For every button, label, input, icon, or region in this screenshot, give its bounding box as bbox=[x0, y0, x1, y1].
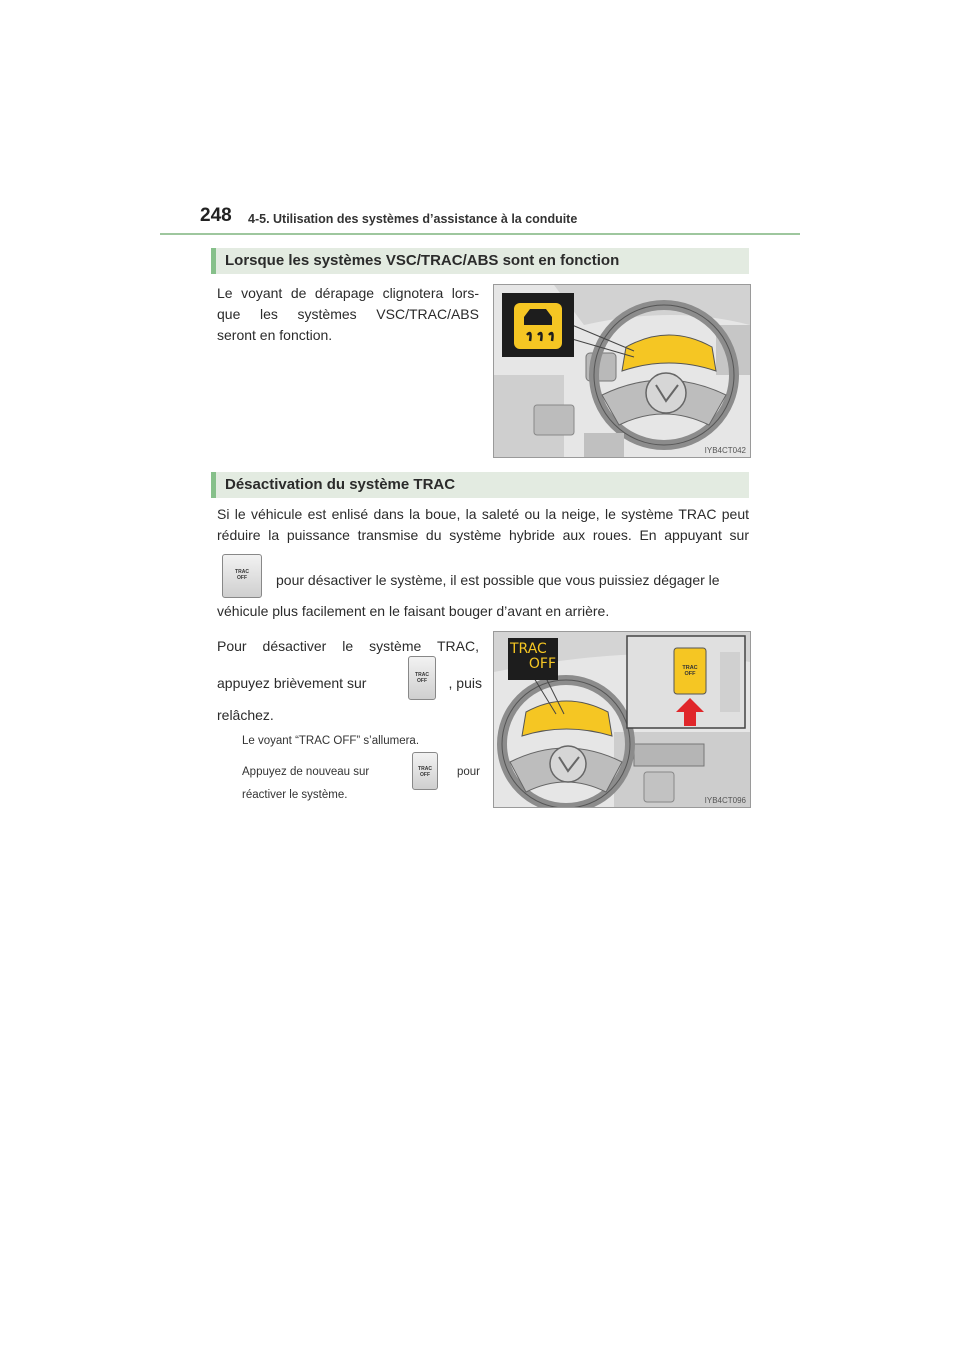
paragraph-line: Le voyant de dérapage clignotera lors- bbox=[217, 285, 479, 301]
page-header bbox=[160, 205, 800, 239]
figure-code: IYB4CT096 bbox=[704, 796, 746, 805]
paragraph-line: réduire la puissance transmise du système hybride aux roues. En appuyant sur bbox=[217, 527, 749, 543]
button-label: OFF bbox=[237, 575, 247, 581]
trac-off-button-icon bbox=[412, 752, 438, 790]
button-label: TRAC bbox=[415, 672, 429, 678]
section1-paragraph bbox=[217, 283, 479, 346]
section-heading-trac-off bbox=[211, 472, 749, 498]
chapter-title: 4-5. Utilisation des systèmes d’assistance à la conduite bbox=[248, 212, 578, 226]
figure-code: IYB4CT042 bbox=[704, 446, 746, 455]
note-line: réactiver le système. bbox=[242, 789, 348, 801]
button-label: OFF bbox=[420, 772, 430, 778]
trac-off-indicator bbox=[510, 642, 556, 672]
dashboard-illustration bbox=[494, 285, 750, 457]
button-label: OFF bbox=[684, 671, 696, 677]
paragraph-line: Si le véhicule est enlisé dans la boue, la saleté ou la neige, le système TRAC peut bbox=[217, 506, 749, 522]
paragraph-line: Pour désactiver le système TRAC, bbox=[217, 638, 479, 654]
paragraph-line: , puis bbox=[448, 675, 482, 691]
button-label: TRAC bbox=[682, 665, 698, 671]
button-label: TRAC bbox=[235, 569, 249, 575]
paragraph-line: pour désactiver le système, il est possible que vous puissiez dégager le bbox=[276, 572, 720, 588]
section-title: Lorsque les systèmes VSC/TRAC/ABS sont en fonction bbox=[225, 252, 620, 269]
note-line: pour bbox=[456, 766, 480, 778]
button-label: OFF bbox=[417, 678, 427, 684]
section-title: Désactivation du système TRAC bbox=[225, 476, 456, 493]
trac-off-button-icon bbox=[222, 554, 262, 598]
header-divider bbox=[160, 233, 800, 235]
paragraph-line: que les systèmes VSC/TRAC/ABS bbox=[217, 306, 479, 322]
trac-off-button-icon bbox=[408, 656, 436, 700]
indicator-text: TRAC bbox=[510, 641, 547, 657]
inset-button-label bbox=[674, 665, 706, 677]
paragraph-line: appuyez brièvement sur bbox=[217, 675, 367, 691]
page-number: 248 bbox=[200, 205, 232, 226]
section-heading-vsc-trac-abs bbox=[211, 248, 749, 274]
note-line: Appuyez de nouveau sur bbox=[242, 766, 370, 778]
button-label: TRAC bbox=[418, 766, 432, 772]
note-indicator-on: Le voyant “TRAC OFF” s’allumera. bbox=[242, 735, 420, 747]
figure-trac-off-button bbox=[493, 631, 751, 808]
paragraph-line: relâchez. bbox=[217, 707, 274, 723]
paragraph-line: seront en fonction. bbox=[217, 327, 333, 343]
indicator-text: OFF bbox=[528, 656, 556, 672]
section2-intro bbox=[217, 504, 749, 546]
paragraph-line: véhicule plus facilement en le faisant bouger d’avant en arrière. bbox=[217, 603, 610, 619]
figure-slip-indicator bbox=[493, 284, 751, 458]
